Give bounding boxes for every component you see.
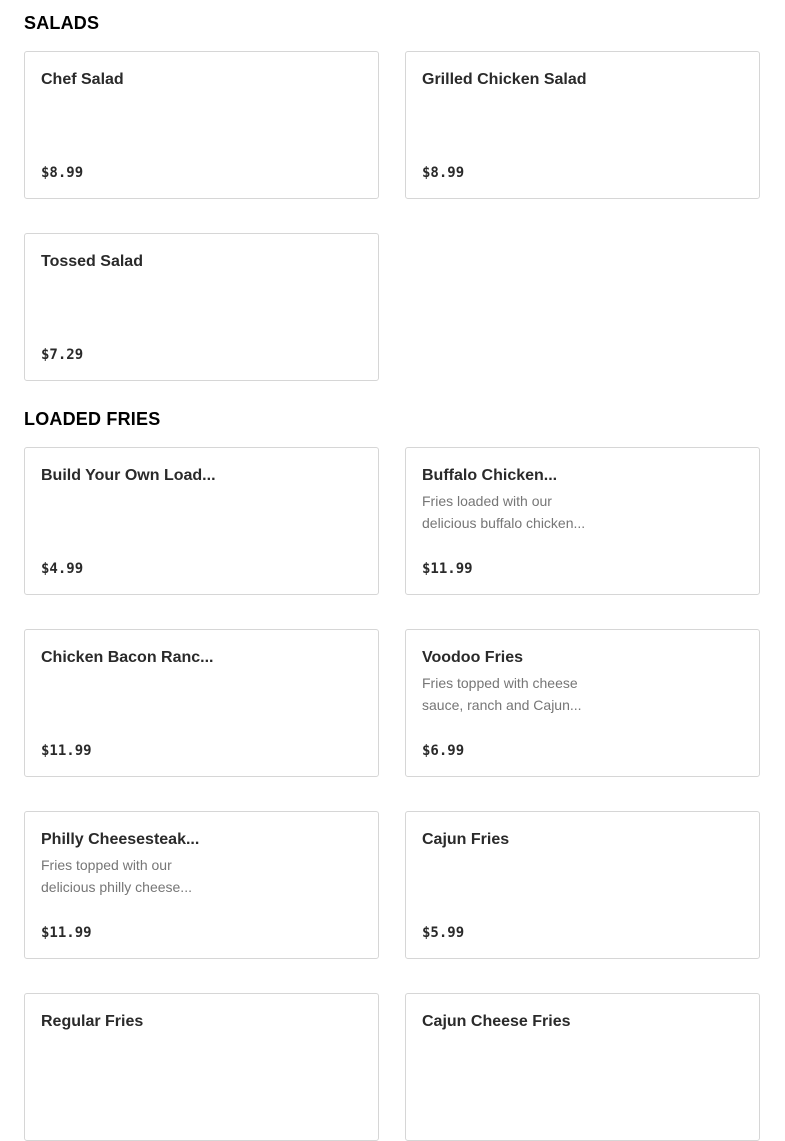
item-name: Voodoo Fries [422,649,524,666]
item-description: Fries topped with cheese sauce, ranch and Cajun... [422,675,582,713]
item-name: Philly Cheesesteak... [41,831,200,848]
item-price: $4.99 [41,561,84,577]
item-name: Cajun Fries [422,831,510,848]
item-price: $8.99 [41,165,84,181]
item-name: Chicken Bacon Ranc... [41,649,214,666]
item-name: Build Your Own Load... [41,467,216,484]
item-price: $7.29 [41,347,84,363]
item-price: $11.99 [422,561,473,577]
item-price: $5.99 [422,925,465,941]
item-name: Regular Fries [41,1013,144,1030]
section-title-salads: SALADS [24,13,100,33]
menu-item-card[interactable] [405,447,760,595]
item-price: $8.99 [422,165,465,181]
menu-item-card[interactable] [24,51,379,199]
menu-item-card[interactable] [24,811,379,959]
menu-item-card[interactable] [405,993,760,1141]
item-price: $11.99 [41,925,92,941]
menu-item-card[interactable] [405,811,760,959]
item-name: Grilled Chicken Salad [422,71,587,88]
menu-item-card[interactable] [24,447,379,595]
item-price: $6.99 [422,743,465,759]
item-name: Buffalo Chicken... [422,467,558,484]
menu-item-card[interactable] [24,629,379,777]
menu-item-card[interactable] [24,233,379,381]
item-price: $11.99 [41,743,92,759]
section-title-loaded-fries: LOADED FRIES [24,409,161,429]
menu-item-card[interactable] [405,51,760,199]
item-description: Fries loaded with our delicious buffalo chicken... [422,493,586,531]
item-name: Tossed Salad [41,253,143,270]
item-description: Fries topped with our delicious philly cheese... [41,857,192,895]
menu-item-card[interactable] [24,993,379,1141]
item-name: Chef Salad [41,71,124,88]
item-name: Cajun Cheese Fries [422,1013,571,1030]
menu-item-card[interactable] [405,629,760,777]
